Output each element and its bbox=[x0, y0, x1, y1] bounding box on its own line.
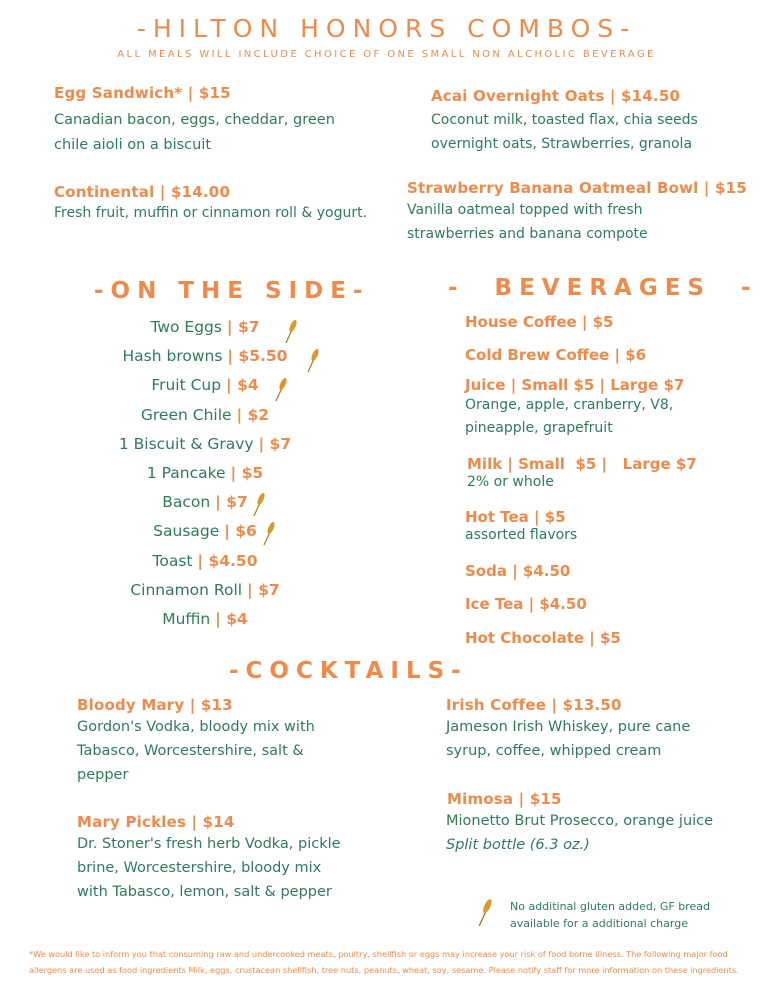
combo-desc: Vanilla oatmeal topped with fresh bbox=[407, 202, 643, 218]
legend-text: No additinal gluten added, GF bread bbox=[510, 900, 710, 913]
side-item: Cinnamon Roll | $7 bbox=[130, 580, 280, 599]
side-item: Two Eggs | $7 bbox=[80, 318, 330, 347]
wheat-icon bbox=[306, 347, 320, 373]
side-item: Green Chile | $2 bbox=[140, 405, 270, 424]
cocktail-desc: syrup, coffee, whipped cream bbox=[446, 743, 662, 759]
cocktail-desc: Gordon's Vodka, bloody mix with bbox=[77, 719, 315, 735]
wheat-icon bbox=[252, 491, 266, 517]
combo-acai-oats bbox=[431, 87, 698, 156]
combo-title: Egg Sandwich* | $15 bbox=[54, 84, 231, 102]
combo-title: Acai Overnight Oats | $14.50 bbox=[431, 87, 681, 105]
beverage-hot-tea bbox=[465, 508, 577, 544]
cocktail-desc: Tabasco, Worcestershire, salt & bbox=[77, 743, 304, 759]
cocktail-desc: Dr. Stoner's fresh herb Vodka, pickle bbox=[77, 836, 341, 852]
wheat-icon bbox=[274, 376, 288, 402]
beverage-title: Juice | Small $5 | Large $7 bbox=[465, 376, 685, 394]
side-item: 1 Biscuit & Gravy | $7 bbox=[118, 434, 292, 453]
beverage-desc: 2% or whole bbox=[467, 474, 554, 490]
cocktails-heading: -COCKTAILS- bbox=[229, 658, 468, 684]
side-item: Muffin | $4 bbox=[162, 609, 248, 628]
cocktail-desc: Jameson Irish Whiskey, pure cane bbox=[446, 719, 691, 735]
combo-desc: Canadian bacon, eggs, cheddar, green bbox=[54, 112, 335, 128]
combo-desc: Coconut milk, toasted flax, chia seeds bbox=[431, 112, 698, 128]
beverages-heading: - BEVERAGES - bbox=[448, 275, 758, 301]
beverage-desc: assorted flavors bbox=[465, 527, 578, 543]
combo-continental bbox=[54, 183, 367, 226]
beverage-milk bbox=[467, 455, 697, 492]
beverage-title: Ice Tea | $4.50 bbox=[465, 595, 587, 613]
cocktail-title: Mary Pickles | $14 bbox=[77, 813, 235, 831]
menu-subtitle: ALL MEALS WILL INCLUDE CHOICE OF ONE SMALL NON ALCHOLIC BEVERAGE bbox=[117, 49, 656, 60]
menu-title: -HILTON HONORS COMBOS- bbox=[136, 14, 637, 43]
wheat-icon bbox=[284, 318, 298, 344]
beverage-desc: Orange, apple, cranberry, V8, bbox=[465, 397, 674, 413]
beverage-title: Soda | $4.50 bbox=[465, 562, 571, 580]
cocktail-title: Bloody Mary | $13 bbox=[77, 696, 233, 714]
side-item: Sausage | $6 bbox=[80, 522, 330, 551]
combo-desc: overnight oats, Strawberries, granola bbox=[431, 136, 693, 152]
sides-heading: -ON THE SIDE- bbox=[94, 278, 370, 304]
legend-text: available for a additional charge bbox=[510, 917, 688, 930]
cocktail-title: Mimosa | $15 bbox=[447, 790, 562, 808]
cocktail-irish-coffee bbox=[446, 696, 690, 763]
wheat-icon bbox=[476, 897, 494, 927]
combo-title: Continental | $14.00 bbox=[54, 183, 231, 201]
beverage-title: Cold Brew Coffee | $6 bbox=[465, 346, 647, 364]
beverage-title: Hot Tea | $5 bbox=[465, 508, 566, 526]
side-item: Bacon | $7 bbox=[80, 493, 330, 522]
side-item: Hash browns | $5.50 bbox=[80, 347, 330, 376]
beverage-title: House Coffee | $5 bbox=[465, 313, 614, 331]
combo-strawberry-bowl bbox=[407, 179, 747, 246]
gluten-free-legend-icon bbox=[476, 897, 494, 931]
cocktail-bloody-mary bbox=[77, 696, 315, 787]
cocktail-note: Split bottle (6.3 oz.) bbox=[446, 837, 590, 853]
cocktail-mary-pickles bbox=[77, 813, 341, 904]
allergen-disclaimer: *We would like to inform you that consuming raw and undercooked meats, poultry, shellfish or eggs may increase your risk of food borne illness. The following major food allergens are used as food ingredients Milk, eggs, crustacean shellfish, tree nuts, peanuts, wheat, soy, sesame. Please notify staff for more information on these ingredients. bbox=[29, 949, 739, 975]
cocktail-desc: Mionetto Brut Prosecco, orange juice bbox=[446, 813, 714, 829]
sides-list bbox=[80, 318, 330, 639]
beverage-desc: pineapple, grapefruit bbox=[465, 420, 613, 436]
cocktail-desc: pepper bbox=[77, 767, 129, 783]
combo-egg-sandwich bbox=[54, 84, 335, 158]
wheat-icon bbox=[262, 520, 276, 546]
cocktail-desc: brine, Worcestershire, bloody mix bbox=[77, 860, 322, 876]
combo-desc: chile aioli on a biscuit bbox=[54, 137, 212, 153]
gluten-free-legend bbox=[510, 898, 710, 932]
cocktail-mimosa bbox=[447, 790, 713, 857]
combo-desc: strawberries and banana compote bbox=[407, 226, 648, 242]
cocktail-desc: with Tabasco, lemon, salt & pepper bbox=[77, 884, 332, 900]
beverage-juice bbox=[465, 376, 684, 440]
combo-desc: Fresh fruit, muffin or cinnamon roll & yogurt. bbox=[54, 205, 368, 221]
cocktail-title: Irish Coffee | $13.50 bbox=[446, 696, 622, 714]
beverage-title: Hot Chocolate | $5 bbox=[465, 629, 621, 647]
side-item: 1 Pancake | $5 bbox=[146, 463, 264, 482]
beverage-title: Milk | Small $5 | Large $7 bbox=[467, 455, 697, 473]
combo-title: Strawberry Banana Oatmeal Bowl | $15 bbox=[407, 179, 747, 197]
side-item: Toast | $4.50 bbox=[152, 551, 258, 570]
side-item: Fruit Cup | $4 bbox=[80, 376, 330, 405]
